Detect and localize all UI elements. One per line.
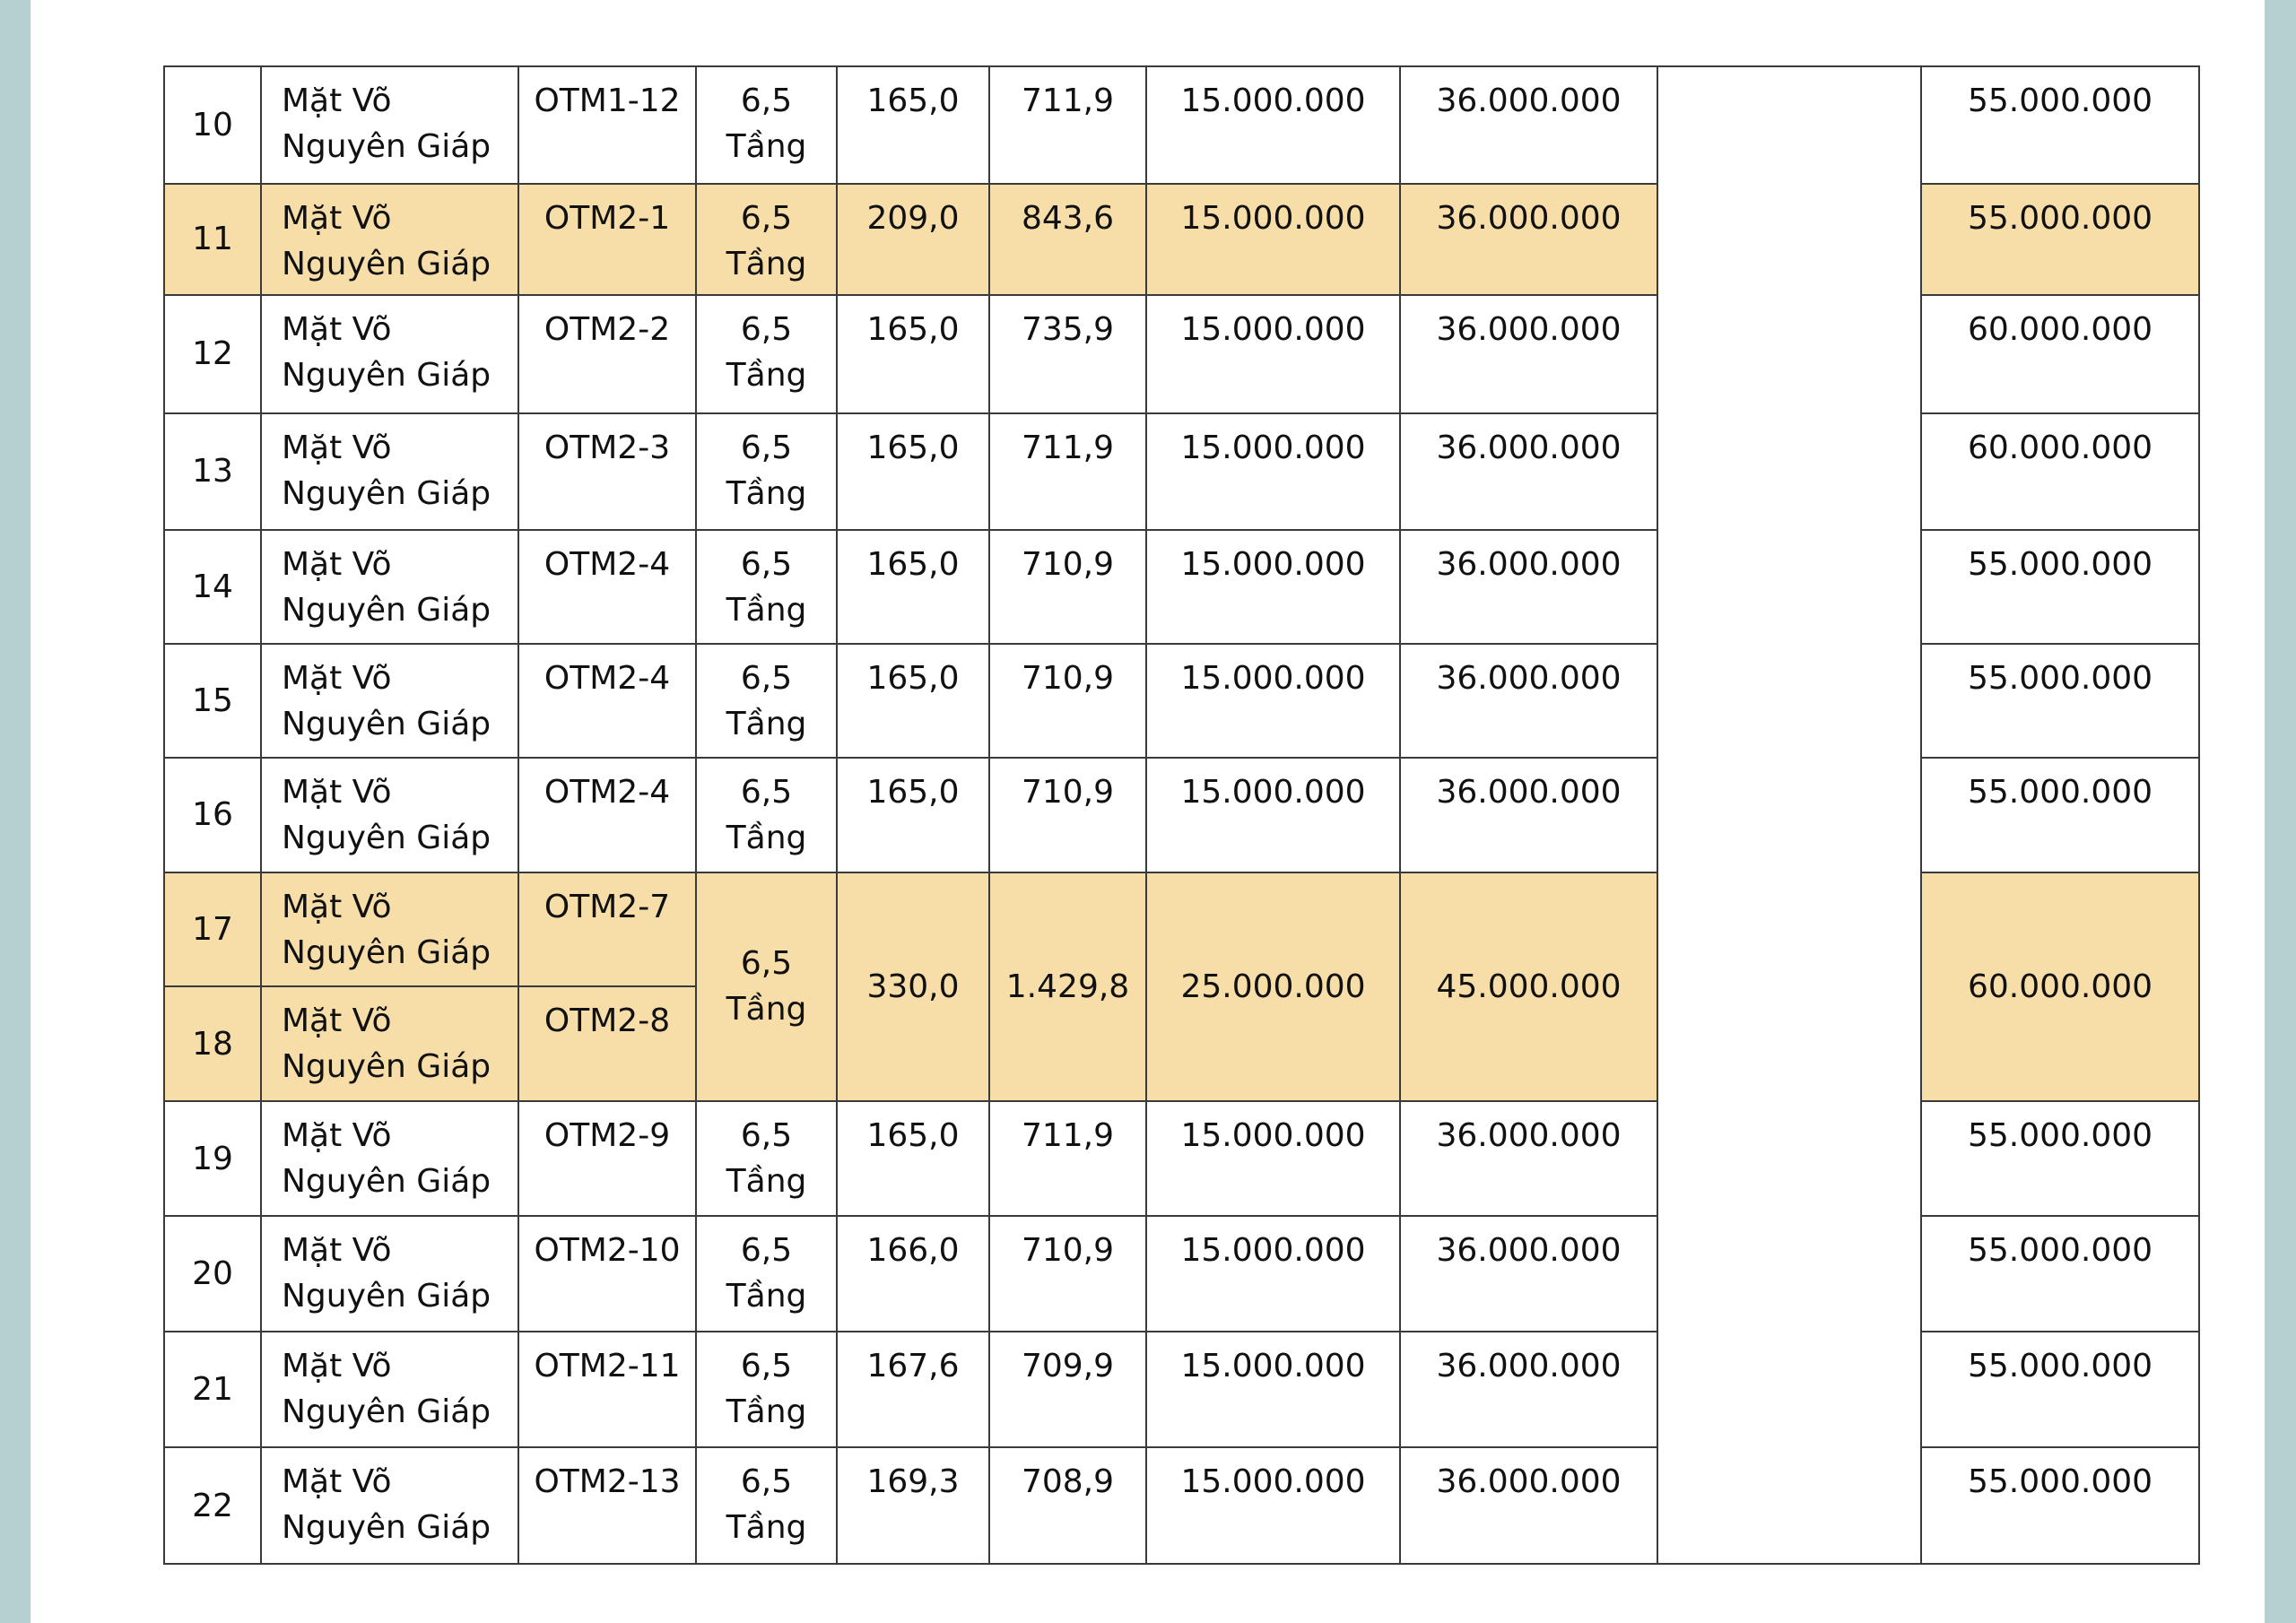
cell-street <box>261 66 518 184</box>
cell-price-3: 55.000.000 <box>1921 1101 2199 1217</box>
cell-floor-area: 711,9 <box>989 66 1146 184</box>
cell-no: 17 <box>164 872 261 987</box>
cell-street <box>261 1332 518 1448</box>
price-table <box>163 65 2200 1565</box>
cell-price-1: 15.000.000 <box>1146 530 1400 644</box>
street-line-2: Nguyên Giáp <box>282 705 491 742</box>
cell-floors <box>696 644 837 759</box>
cell-code: OTM2-7 <box>518 872 696 987</box>
cell-code: OTM2-4 <box>518 530 696 644</box>
cell-empty-column <box>1657 66 1921 1564</box>
cell-price-2: 36.000.000 <box>1400 1216 1657 1332</box>
cell-floors <box>696 1101 837 1217</box>
street-line-2: Nguyên Giáp <box>282 820 491 857</box>
cell-price-2: 36.000.000 <box>1400 413 1657 531</box>
floors-unit: Tầng <box>726 357 807 395</box>
street-line-1: Mặt Võ <box>282 311 392 349</box>
cell-price-2: 36.000.000 <box>1400 530 1657 644</box>
cell-street <box>261 872 518 987</box>
street-line-1: Mặt Võ <box>282 1116 392 1154</box>
cell-no: 15 <box>164 644 261 759</box>
cell-floor-area: 711,9 <box>989 1101 1146 1217</box>
cell-floor-area: 709,9 <box>989 1332 1146 1448</box>
street-line-2: Nguyên Giáp <box>282 245 491 282</box>
cell-area: 209,0 <box>837 184 989 296</box>
cell-floor-area: 710,9 <box>989 644 1146 759</box>
street-line-1: Mặt Võ <box>282 888 392 925</box>
cell-floor-area: 843,6 <box>989 184 1146 296</box>
cell-floors <box>696 758 837 872</box>
cell-code: OTM2-1 <box>518 184 696 296</box>
cell-no: 20 <box>164 1216 261 1332</box>
cell-floors <box>696 413 837 531</box>
cell-price-3: 55.000.000 <box>1921 644 2199 759</box>
cell-price-2: 36.000.000 <box>1400 1332 1657 1448</box>
street-line-2: Nguyên Giáp <box>282 592 491 629</box>
cell-street <box>261 644 518 759</box>
cell-price-3: 55.000.000 <box>1921 1332 2199 1448</box>
cell-code: OTM2-13 <box>518 1447 696 1564</box>
cell-price-1: 15.000.000 <box>1146 644 1400 759</box>
document-page <box>30 0 2265 1623</box>
cell-price-2: 36.000.000 <box>1400 1447 1657 1564</box>
floors-value: 6,5 <box>740 1463 793 1501</box>
cell-price-3: 60.000.000 <box>1921 872 2199 1101</box>
cell-no: 19 <box>164 1101 261 1217</box>
street-line-2: Nguyên Giáp <box>282 1509 491 1547</box>
cell-code: OTM2-8 <box>518 986 696 1101</box>
floors-value: 6,5 <box>740 546 793 584</box>
floors-value: 6,5 <box>740 311 793 349</box>
floors-unit: Tầng <box>726 991 807 1028</box>
floors-value: 6,5 <box>740 774 793 812</box>
street-line-2: Nguyên Giáp <box>282 1162 491 1200</box>
cell-price-2: 36.000.000 <box>1400 184 1657 296</box>
cell-street <box>261 1216 518 1332</box>
cell-no: 13 <box>164 413 261 531</box>
floors-unit: Tầng <box>726 474 807 512</box>
street-line-1: Mặt Võ <box>282 1347 392 1384</box>
street-line-1: Mặt Võ <box>282 429 392 466</box>
cell-no: 12 <box>164 295 261 413</box>
cell-price-2: 45.000.000 <box>1400 872 1657 1101</box>
street-line-1: Mặt Võ <box>282 1232 392 1270</box>
cell-code: OTM2-10 <box>518 1216 696 1332</box>
cell-area: 165,0 <box>837 295 989 413</box>
cell-no: 14 <box>164 530 261 644</box>
floors-value: 6,5 <box>740 945 793 983</box>
floors-value: 6,5 <box>740 199 793 237</box>
floors-unit: Tầng <box>726 245 807 282</box>
cell-price-1: 15.000.000 <box>1146 66 1400 184</box>
cell-code: OTM2-3 <box>518 413 696 531</box>
cell-street <box>261 413 518 531</box>
street-line-1: Mặt Võ <box>282 546 392 584</box>
cell-area: 165,0 <box>837 66 989 184</box>
cell-floor-area: 1.429,8 <box>989 872 1146 1101</box>
floors-value: 6,5 <box>740 82 793 119</box>
cell-price-1: 15.000.000 <box>1146 1332 1400 1448</box>
street-line-2: Nguyên Giáp <box>282 474 491 512</box>
cell-area: 167,6 <box>837 1332 989 1448</box>
street-line-1: Mặt Võ <box>282 659 392 697</box>
street-line-1: Mặt Võ <box>282 1002 392 1040</box>
cell-floors <box>696 530 837 644</box>
cell-floors <box>696 1332 837 1448</box>
cell-floor-area: 710,9 <box>989 758 1146 872</box>
floors-unit: Tầng <box>726 705 807 742</box>
floors-value: 6,5 <box>740 659 793 697</box>
cell-price-2: 36.000.000 <box>1400 1101 1657 1217</box>
cell-code: OTM2-11 <box>518 1332 696 1448</box>
cell-code: OTM2-4 <box>518 644 696 759</box>
cell-street <box>261 1101 518 1217</box>
cell-price-1: 15.000.000 <box>1146 184 1400 296</box>
cell-price-3: 55.000.000 <box>1921 758 2199 872</box>
cell-price-1: 15.000.000 <box>1146 758 1400 872</box>
cell-no: 11 <box>164 184 261 296</box>
cell-price-2: 36.000.000 <box>1400 66 1657 184</box>
floors-value: 6,5 <box>740 429 793 466</box>
street-line-1: Mặt Võ <box>282 82 392 119</box>
cell-no: 21 <box>164 1332 261 1448</box>
cell-area: 330,0 <box>837 872 989 1101</box>
cell-code: OTM2-4 <box>518 758 696 872</box>
cell-no: 10 <box>164 66 261 184</box>
floors-value: 6,5 <box>740 1116 793 1154</box>
cell-price-2: 36.000.000 <box>1400 295 1657 413</box>
cell-price-3: 55.000.000 <box>1921 530 2199 644</box>
cell-floors <box>696 1447 837 1564</box>
cell-price-1: 15.000.000 <box>1146 1216 1400 1332</box>
cell-floors <box>696 66 837 184</box>
cell-price-1: 15.000.000 <box>1146 295 1400 413</box>
cell-price-2: 36.000.000 <box>1400 644 1657 759</box>
street-line-2: Nguyên Giáp <box>282 357 491 395</box>
cell-price-3: 60.000.000 <box>1921 413 2199 531</box>
floors-value: 6,5 <box>740 1347 793 1384</box>
cell-area: 165,0 <box>837 1101 989 1217</box>
cell-street <box>261 295 518 413</box>
cell-floor-area: 708,9 <box>989 1447 1146 1564</box>
cell-area: 165,0 <box>837 758 989 872</box>
street-line-1: Mặt Võ <box>282 1463 392 1501</box>
cell-floors <box>696 872 837 1101</box>
cell-price-3: 55.000.000 <box>1921 1216 2199 1332</box>
cell-street <box>261 184 518 296</box>
cell-area: 166,0 <box>837 1216 989 1332</box>
cell-street <box>261 758 518 872</box>
floors-unit: Tầng <box>726 1162 807 1200</box>
floors-unit: Tầng <box>726 1509 807 1547</box>
cell-no: 18 <box>164 986 261 1101</box>
street-line-2: Nguyên Giáp <box>282 933 491 971</box>
cell-code: OTM2-9 <box>518 1101 696 1217</box>
floors-unit: Tầng <box>726 1278 807 1315</box>
cell-price-1: 15.000.000 <box>1146 1101 1400 1217</box>
cell-area: 165,0 <box>837 413 989 531</box>
cell-price-1: 15.000.000 <box>1146 1447 1400 1564</box>
floors-unit: Tầng <box>726 128 807 165</box>
street-line-2: Nguyên Giáp <box>282 1278 491 1315</box>
cell-floor-area: 735,9 <box>989 295 1146 413</box>
street-line-2: Nguyên Giáp <box>282 128 491 165</box>
cell-price-3: 55.000.000 <box>1921 1447 2199 1564</box>
floors-unit: Tầng <box>726 1393 807 1430</box>
cell-no: 16 <box>164 758 261 872</box>
street-line-1: Mặt Võ <box>282 199 392 237</box>
cell-code: OTM2-2 <box>518 295 696 413</box>
cell-floor-area: 711,9 <box>989 413 1146 531</box>
cell-street <box>261 986 518 1101</box>
table-row <box>164 66 2199 184</box>
cell-no: 22 <box>164 1447 261 1564</box>
cell-code: OTM1-12 <box>518 66 696 184</box>
cell-price-1: 25.000.000 <box>1146 872 1400 1101</box>
floors-unit: Tầng <box>726 592 807 629</box>
cell-price-2: 36.000.000 <box>1400 758 1657 872</box>
cell-floors <box>696 1216 837 1332</box>
cell-floors <box>696 184 837 296</box>
cell-area: 169,3 <box>837 1447 989 1564</box>
cell-area: 165,0 <box>837 530 989 644</box>
cell-floor-area: 710,9 <box>989 1216 1146 1332</box>
cell-area: 165,0 <box>837 644 989 759</box>
floors-value: 6,5 <box>740 1232 793 1270</box>
floors-unit: Tầng <box>726 820 807 857</box>
cell-price-3: 60.000.000 <box>1921 295 2199 413</box>
cell-price-3: 55.000.000 <box>1921 184 2199 296</box>
cell-price-1: 15.000.000 <box>1146 413 1400 531</box>
street-line-2: Nguyên Giáp <box>282 1048 491 1086</box>
cell-street <box>261 1447 518 1564</box>
cell-price-3: 55.000.000 <box>1921 66 2199 184</box>
street-line-1: Mặt Võ <box>282 774 392 812</box>
cell-floors <box>696 295 837 413</box>
cell-street <box>261 530 518 644</box>
cell-floor-area: 710,9 <box>989 530 1146 644</box>
street-line-2: Nguyên Giáp <box>282 1393 491 1430</box>
